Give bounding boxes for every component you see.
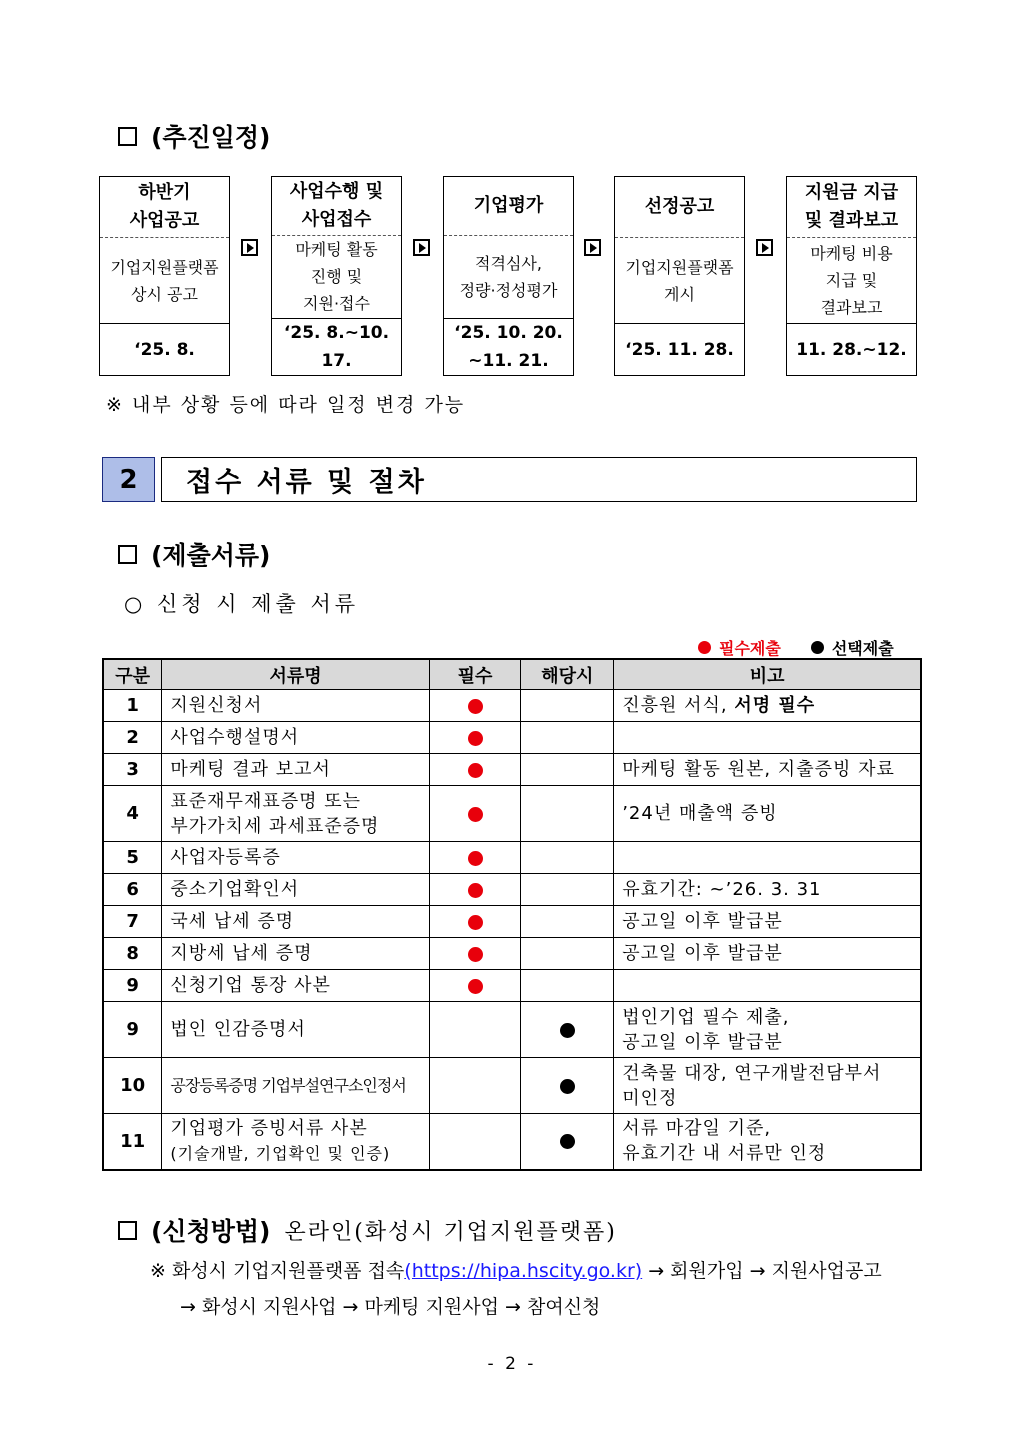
step-date: ‘25. 8.~10. 17. — [283, 323, 390, 371]
table-row — [103, 722, 921, 754]
remark-cell — [614, 938, 921, 970]
remark-text: 마케팅 활동 원본, 지출증빙 자료 — [622, 759, 895, 780]
apply-heading — [118, 1212, 617, 1248]
apply-method: 온라인(화성시 기업지원플랫폼) — [284, 1219, 617, 1245]
remark-cell — [614, 1114, 921, 1170]
optional-cell — [521, 1002, 614, 1058]
remark-cell — [614, 1058, 921, 1114]
optional-cell — [521, 906, 614, 938]
step-title: 기업평가 — [444, 177, 573, 236]
optional-cell — [521, 1114, 614, 1170]
optional-dot-icon — [560, 1023, 575, 1038]
schedule-step-3 — [443, 176, 574, 376]
required-dot-icon — [468, 807, 483, 822]
required-cell — [429, 754, 521, 786]
checkbox-icon — [118, 1221, 137, 1240]
optional-cell — [521, 970, 614, 1002]
remark-cell — [614, 786, 921, 842]
doc-name-cell — [162, 690, 429, 722]
doc-name-cell — [162, 970, 429, 1002]
required-cell — [429, 906, 521, 938]
remark-bold: 서명 필수 — [734, 695, 816, 716]
remark-cell — [614, 874, 921, 906]
header-name: 서류명 — [162, 659, 429, 690]
required-cell — [429, 786, 521, 842]
apply-prefix: ※ 화성시 기업지원플랫폼 접속 — [150, 1260, 405, 1282]
doc-name-cell — [162, 1058, 429, 1114]
remark-text: 서류 마감일 기준, 유효기간 내 서류만 인정 — [622, 1118, 827, 1165]
schedule-step-1 — [99, 176, 230, 376]
docs-subheading: ○ 신청 시 제출 서류 — [124, 592, 360, 616]
doc-name: 법인 인감증명서 — [170, 1019, 306, 1040]
remark-cell — [614, 906, 921, 938]
doc-name-cell — [162, 722, 429, 754]
header-no: 구분 — [103, 659, 162, 690]
arrow-right-icon — [413, 239, 430, 256]
apply-heading-text: (신청방법) — [151, 1217, 271, 1246]
doc-name: 사업수행설명서 — [170, 727, 300, 748]
required-cell — [429, 1002, 521, 1058]
table-row — [103, 970, 921, 1002]
table-row — [103, 1114, 921, 1170]
required-cell — [429, 690, 521, 722]
header-optional: 해당시 — [521, 659, 614, 690]
doc-name: 신청기업 통장 사본 — [170, 975, 331, 996]
doc-name: 지방세 납세 증명 — [170, 943, 313, 964]
apply-line-1 — [150, 1256, 882, 1283]
table-row — [103, 842, 921, 874]
documents-table — [102, 658, 922, 1171]
remark-cell — [614, 1002, 921, 1058]
doc-name-cell — [162, 1002, 429, 1058]
arrow-right-icon — [584, 239, 601, 256]
required-dot-icon — [468, 699, 483, 714]
required-cell — [429, 938, 521, 970]
schedule-heading-text: (추진일정) — [151, 123, 271, 152]
doc-name: 마케팅 결과 보고서 — [170, 759, 331, 780]
apply-line-2: → 화성시 지원사업 → 마케팅 지원사업 → 참여신청 — [180, 1296, 601, 1318]
table-row — [103, 1002, 921, 1058]
doc-no: 3 — [103, 754, 162, 786]
optional-cell — [521, 938, 614, 970]
checkbox-icon — [118, 545, 137, 564]
optional-cell — [521, 722, 614, 754]
step-title: 선정공고 — [615, 177, 744, 238]
required-cell — [429, 874, 521, 906]
apply-suffix: → 회원가입 → 지원사업공고 — [642, 1260, 882, 1282]
optional-cell — [521, 842, 614, 874]
table-header-row — [103, 659, 921, 690]
table-row — [103, 1058, 921, 1114]
required-dot-icon — [468, 851, 483, 866]
doc-no: 5 — [103, 842, 162, 874]
table-row — [103, 874, 921, 906]
doc-name: 중소기업확인서 — [170, 879, 300, 900]
doc-no: 9 — [103, 1002, 162, 1058]
doc-name: 기업평가 증빙서류 사본 — [170, 1118, 368, 1140]
remark-cell — [614, 722, 921, 754]
doc-name-cell — [162, 874, 429, 906]
required-dot-icon — [468, 763, 483, 778]
doc-no: 10 — [103, 1058, 162, 1114]
table-row — [103, 786, 921, 842]
schedule-step-4 — [614, 176, 745, 376]
doc-no: 4 — [103, 786, 162, 842]
optional-cell — [521, 754, 614, 786]
step-title: 지원금 지급 및 결과보고 — [787, 177, 916, 238]
header-remark: 비고 — [614, 659, 921, 690]
doc-name: 국세 납세 증명 — [170, 911, 295, 932]
required-dot-icon — [468, 883, 483, 898]
table-row — [103, 690, 921, 722]
section-number: 2 — [102, 457, 155, 502]
required-cell — [429, 1058, 521, 1114]
doc-name-cell — [162, 842, 429, 874]
doc-name-cell — [162, 754, 429, 786]
optional-cell — [521, 690, 614, 722]
doc-name-cell — [162, 786, 429, 842]
remark-cell — [614, 970, 921, 1002]
required-cell — [429, 842, 521, 874]
table-row — [103, 938, 921, 970]
step-desc: 마케팅 활동 진행 및 지원·접수 — [272, 236, 401, 319]
step-title: 사업수행 및 사업접수 — [272, 177, 401, 236]
table-row — [103, 906, 921, 938]
doc-no: 6 — [103, 874, 162, 906]
doc-no: 11 — [103, 1114, 162, 1170]
doc-no: 2 — [103, 722, 162, 754]
legend-optional: 선택제출 — [831, 639, 894, 658]
doc-no: 1 — [103, 690, 162, 722]
remark-cell — [614, 754, 921, 786]
header-required: 필수 — [429, 659, 521, 690]
arrow-right-icon — [756, 239, 773, 256]
legend — [698, 636, 894, 659]
required-dot-icon — [468, 915, 483, 930]
doc-name-cell — [162, 906, 429, 938]
required-cell — [429, 722, 521, 754]
remark-text: 공고일 이후 발급분 — [622, 911, 783, 932]
step-date: ‘25. 11. 28. — [625, 339, 734, 360]
doc-no: 9 — [103, 970, 162, 1002]
doc-name: 공장등록증명 기업부설연구소인정서 — [170, 1076, 406, 1095]
step-date: 11. 28.~12. — [796, 339, 907, 360]
remark-text: 진흥원 서식, — [622, 695, 735, 716]
doc-no: 7 — [103, 906, 162, 938]
legend-required: 필수제출 — [719, 639, 781, 658]
remark-text: 공고일 이후 발급분 — [622, 943, 783, 964]
arrow-right-icon — [241, 239, 258, 256]
step-desc: 마케팅 비용 지급 및 결과보고 — [787, 238, 916, 324]
step-date: ‘25. 10. 20. ~11. 21. — [454, 323, 563, 371]
doc-name: 표준재무재표증명 또는 부가가치세 과세표준증명 — [170, 790, 380, 837]
required-cell — [429, 1114, 521, 1170]
remark-text: ’24년 매출액 증빙 — [622, 803, 778, 824]
doc-no: 8 — [103, 938, 162, 970]
required-dot-icon — [698, 641, 711, 654]
page-number: - 2 - — [487, 1354, 537, 1374]
required-dot-icon — [468, 731, 483, 746]
doc-name-cell — [162, 938, 429, 970]
remark-text: 법인기업 필수 제출, 공고일 이후 발급분 — [622, 1006, 790, 1053]
doc-name: 지원신청서 — [170, 695, 263, 716]
doc-name: 사업자등록증 — [170, 847, 281, 868]
docs-heading — [118, 536, 270, 572]
schedule-heading — [118, 118, 270, 154]
section-title: 접수 서류 및 절차 — [161, 457, 917, 502]
doc-name-cell — [162, 1114, 429, 1170]
step-desc: 기업지원플랫폼 상시 공고 — [100, 238, 229, 324]
optional-dot-icon — [811, 641, 824, 654]
remark-cell — [614, 690, 921, 722]
doc-name-sub: (기술개발, 기업확인 및 인증) — [170, 1144, 391, 1164]
remark-text: 유효기간: ~’26. 3. 31 — [622, 879, 822, 900]
remark-cell — [614, 842, 921, 874]
step-title: 하반기 사업공고 — [100, 177, 229, 238]
required-cell — [429, 970, 521, 1002]
checkbox-icon — [118, 127, 137, 146]
optional-cell — [521, 1058, 614, 1114]
step-desc: 기업지원플랫폼 게시 — [615, 238, 744, 324]
optional-dot-icon — [560, 1134, 575, 1149]
schedule-step-5 — [786, 176, 917, 376]
schedule-note: ※ 내부 상황 등에 따라 일정 변경 가능 — [106, 394, 466, 416]
optional-cell — [521, 786, 614, 842]
required-dot-icon — [468, 947, 483, 962]
required-dot-icon — [468, 979, 483, 994]
optional-dot-icon — [560, 1079, 575, 1094]
optional-cell — [521, 874, 614, 906]
step-desc: 적격심사, 정량·정성평가 — [444, 236, 573, 319]
remark-text: 건축물 대장, 연구개발전담부서 미인정 — [622, 1062, 882, 1109]
table-row — [103, 754, 921, 786]
platform-link[interactable]: (https://hipa.hscity.go.kr) — [404, 1260, 643, 1282]
docs-heading-text: (제출서류) — [151, 541, 271, 570]
step-date: ‘25. 8. — [134, 339, 195, 360]
schedule-step-2 — [271, 176, 402, 376]
